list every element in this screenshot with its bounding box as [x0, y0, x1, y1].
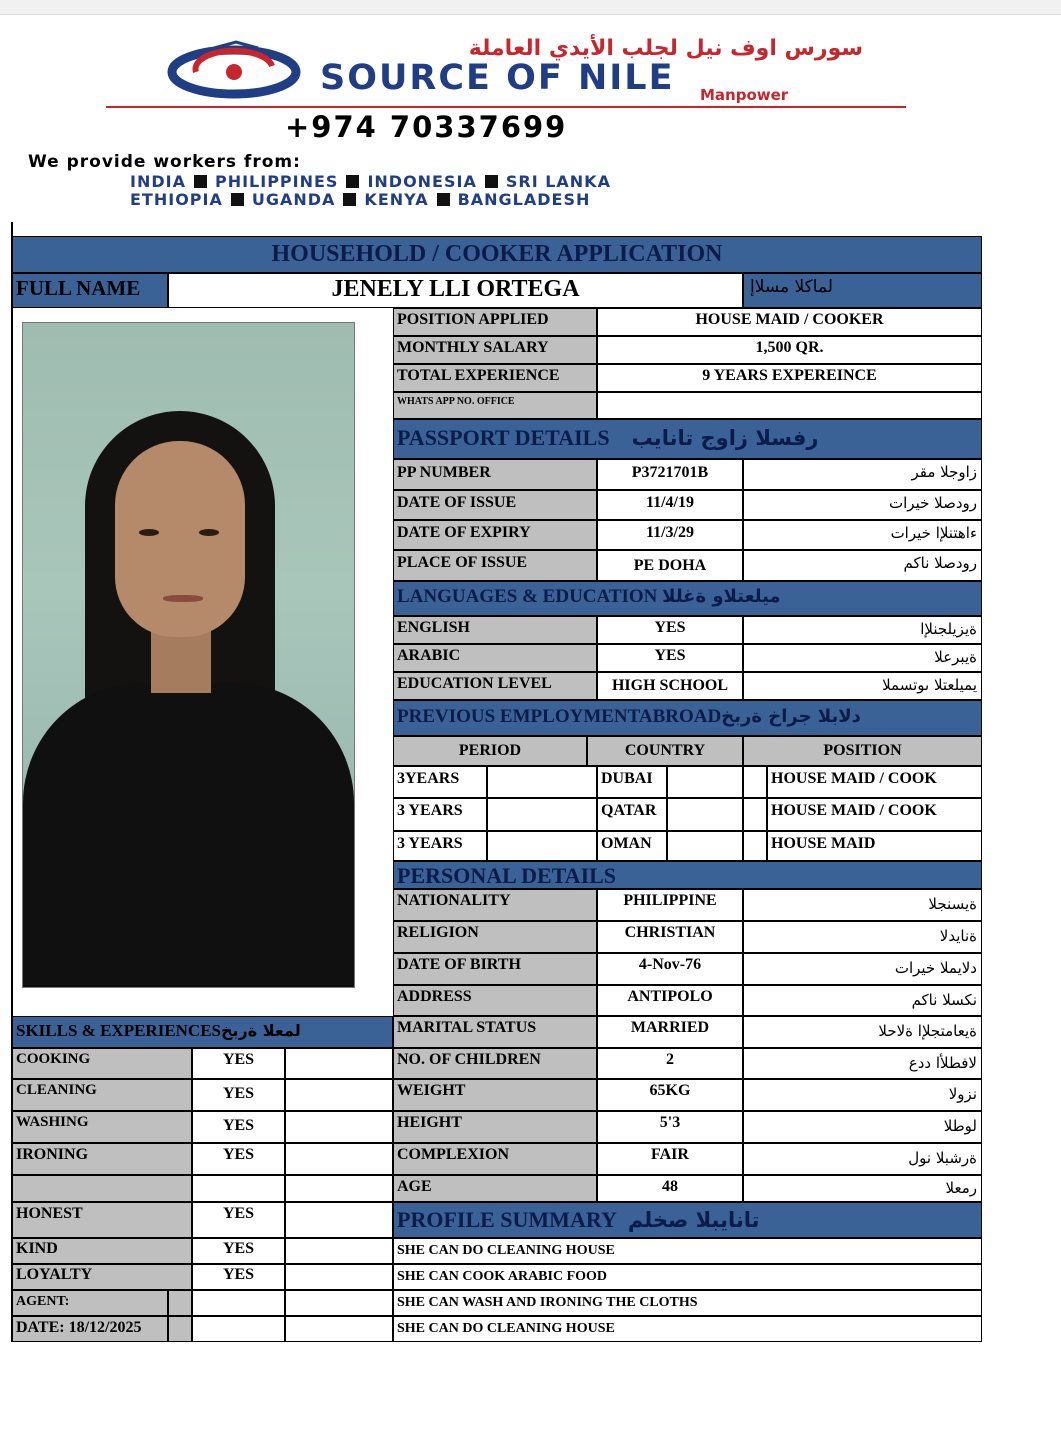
- nationality-value: PHILIPPINE: [597, 889, 743, 921]
- country: INDIA: [130, 172, 186, 191]
- skill-label: COOKING: [12, 1048, 192, 1079]
- company-logo: [166, 40, 302, 100]
- square-bullet-icon: [343, 193, 356, 206]
- employment-blank-cell: [487, 766, 597, 798]
- employment-country: DUBAI: [597, 766, 667, 798]
- children-arabic: لافطلأا ددع: [743, 1048, 982, 1079]
- phone-number: +974 70337699: [285, 110, 568, 144]
- profile-line: SHE CAN WASH AND IRONING THE CLOTHS: [393, 1290, 982, 1316]
- age-value: 48: [597, 1175, 743, 1202]
- weight-arabic: نزولا: [743, 1079, 982, 1111]
- position-label: POSITION APPLIED: [393, 308, 597, 336]
- employment-period: 3YEARS: [393, 766, 487, 798]
- passport-title-arabic: رفسلا زاوج تانايب: [631, 426, 819, 450]
- form-title: HOUSEHOLD / COOKER APPLICATION: [12, 236, 982, 273]
- skill-label: LOYALTY: [12, 1264, 192, 1290]
- skill-blank-cell: [285, 1111, 393, 1143]
- profile-title-arabic: تانايبلا صخلم: [627, 1208, 760, 1232]
- country: SRI LANKA: [505, 172, 611, 191]
- skill-label: HONEST: [12, 1202, 192, 1238]
- employment-position: HOUSE MAID / COOK: [767, 766, 982, 798]
- skill-value: YES: [192, 1143, 285, 1175]
- english-label: ENGLISH: [393, 616, 597, 644]
- languages-title-arabic: ميلعتلاو ةغللا: [662, 586, 781, 607]
- square-bullet-icon: [194, 175, 207, 188]
- employment-blank-cell: [743, 831, 767, 861]
- languages-section-header: [393, 581, 982, 616]
- dob-arabic: دلايملا خيرات: [743, 953, 982, 985]
- dob-value: 4-Nov-76: [597, 953, 743, 985]
- education-value: HIGH SCHOOL: [597, 672, 743, 700]
- whatsapp-label: WHATS APP NO. OFFICE: [393, 392, 597, 419]
- children-value: 2: [597, 1048, 743, 1079]
- experience-label: TOTAL EXPERIENCE: [393, 364, 597, 392]
- address-label: ADDRESS: [393, 985, 597, 1016]
- skill-value: YES: [192, 1111, 285, 1143]
- brand-subtitle: Manpower: [700, 86, 789, 104]
- full-name-arabic: لماكلا مسلاإ: [743, 273, 982, 308]
- employment-period: 3 YEARS: [393, 798, 487, 831]
- agent-blank-cell: [285, 1290, 393, 1316]
- marital-status-label: MARITAL STATUS: [393, 1016, 597, 1048]
- browser-top-strip: [0, 0, 1061, 15]
- period-header: PERIOD: [393, 736, 587, 766]
- employment-blank-cell: [743, 798, 767, 831]
- english-arabic: ةيزيلجنلإا: [743, 616, 982, 644]
- height-value: 5'3: [597, 1111, 743, 1143]
- skill-value: YES: [192, 1238, 285, 1264]
- date-of-issue-arabic: رودصلا خيرات: [743, 490, 982, 520]
- address-arabic: نكسلا ناكم: [743, 985, 982, 1016]
- profile-section-header: [393, 1202, 982, 1238]
- pp-number-label: PP NUMBER: [393, 459, 597, 490]
- passport-section-header: [393, 419, 982, 459]
- date-value: [192, 1316, 285, 1342]
- employment-blank-cell: [487, 798, 597, 831]
- skill-label: [12, 1175, 192, 1202]
- arabic-value: YES: [597, 644, 743, 672]
- height-label: HEIGHT: [393, 1111, 597, 1143]
- square-bullet-icon: [231, 193, 244, 206]
- skill-value: YES: [192, 1202, 285, 1238]
- country: KENYA: [364, 190, 429, 209]
- employment-title-arabic: دلابلا جراخ ةربخ: [721, 706, 861, 727]
- employment-blank-cell: [667, 831, 743, 861]
- skill-value: YES: [192, 1048, 285, 1079]
- countries-row-2: [130, 190, 890, 209]
- profile-line: SHE CAN DO CLEANING HOUSE: [393, 1238, 982, 1264]
- skills-section-header: [12, 1016, 393, 1048]
- skill-value: YES: [192, 1264, 285, 1290]
- skill-blank-cell: [285, 1048, 393, 1079]
- age-arabic: رمعلا: [743, 1175, 982, 1202]
- address-value: ANTIPOLO: [597, 985, 743, 1016]
- date-of-issue-label: DATE OF ISSUE: [393, 490, 597, 520]
- date-spacer: [168, 1316, 192, 1342]
- header-divider: [106, 106, 906, 108]
- brand-english: SOURCE OF NILE: [320, 58, 675, 98]
- salary-label: MONTHLY SALARY: [393, 336, 597, 364]
- place-of-issue-label: PLACE OF ISSUE: [393, 550, 597, 581]
- arabic-label: ARABIC: [393, 644, 597, 672]
- pp-number-value: P3721701B: [597, 459, 743, 490]
- whatsapp-value: [597, 392, 982, 419]
- profile-title: PROFILE SUMMARY: [397, 1207, 617, 1232]
- height-arabic: لوطلا: [743, 1111, 982, 1143]
- education-label: EDUCATION LEVEL: [393, 672, 597, 700]
- agent-value: [192, 1290, 285, 1316]
- marital-status-arabic: ةيعامتجلإا ةلاحلا: [743, 1016, 982, 1048]
- position-value: HOUSE MAID / COOKER: [597, 308, 982, 336]
- employment-blank-cell: [667, 766, 743, 798]
- date-of-issue-value: 11/4/19: [597, 490, 743, 520]
- english-value: YES: [597, 616, 743, 644]
- dob-label: DATE OF BIRTH: [393, 953, 597, 985]
- applicant-photo: [22, 322, 355, 988]
- languages-title: LANGUAGES & EDUCATION: [397, 586, 658, 607]
- nationality-arabic: ةيسنجلا: [743, 889, 982, 921]
- skills-title: SKILLS & EXPERIENCES: [16, 1021, 222, 1040]
- employment-section-header: [393, 700, 982, 736]
- salary-value: 1,500 QR.: [597, 336, 982, 364]
- position-header: POSITION: [743, 736, 982, 766]
- complexion-value: FAIR: [597, 1143, 743, 1175]
- date-blank-cell: [285, 1316, 393, 1342]
- date-label: DATE: 18/12/2025: [12, 1316, 168, 1342]
- skill-label: IRONING: [12, 1143, 192, 1175]
- profile-line: SHE CAN COOK ARABIC FOOD: [393, 1264, 982, 1290]
- country: BANGLADESH: [457, 190, 591, 209]
- complexion-label: COMPLEXION: [393, 1143, 597, 1175]
- marital-status-value: MARRIED: [597, 1016, 743, 1048]
- skill-blank-cell: [285, 1079, 393, 1111]
- religion-label: RELIGION: [393, 921, 597, 953]
- date-of-expiry-value: 11/3/29: [597, 520, 743, 550]
- full-name-label: FULL NAME: [12, 273, 168, 308]
- experience-value: 9 YEARS EXPEREINCE: [597, 364, 982, 392]
- country: ETHIOPIA: [130, 190, 223, 209]
- place-of-issue-value: PE DOHA: [597, 550, 743, 581]
- nationality-label: NATIONALITY: [393, 889, 597, 921]
- children-label: NO. OF CHILDREN: [393, 1048, 597, 1079]
- employment-blank-cell: [667, 798, 743, 831]
- skill-label: WASHING: [12, 1111, 192, 1143]
- date-of-expiry-label: DATE OF EXPIRY: [393, 520, 597, 550]
- religion-value: CHRISTIAN: [597, 921, 743, 953]
- arabic-arabic: ةيبرعلا: [743, 644, 982, 672]
- agent-label: AGENT:: [12, 1290, 168, 1316]
- skill-label: CLEANING: [12, 1079, 192, 1111]
- age-label: AGE: [393, 1175, 597, 1202]
- square-bullet-icon: [346, 175, 359, 188]
- skill-blank-cell: [285, 1143, 393, 1175]
- country: UGANDA: [251, 190, 336, 209]
- skills-title-arabic: لمعلا ةربخ: [221, 1021, 301, 1040]
- weight-value: 65KG: [597, 1079, 743, 1111]
- employment-period: 3 YEARS: [393, 831, 487, 861]
- complexion-arabic: ةرشبلا نول: [743, 1143, 982, 1175]
- profile-line: SHE CAN DO CLEANING HOUSE: [393, 1316, 982, 1342]
- pp-number-arabic: زاوجلا مقر: [743, 459, 982, 490]
- square-bullet-icon: [485, 175, 498, 188]
- employment-position: HOUSE MAID / COOK: [767, 798, 982, 831]
- full-name-value: JENELY LLI ORTEGA: [168, 273, 743, 308]
- skill-blank-cell: [285, 1175, 393, 1202]
- education-arabic: يميلعتلا ىوتسملا: [743, 672, 982, 700]
- skill-label: KIND: [12, 1238, 192, 1264]
- square-bullet-icon: [437, 193, 450, 206]
- skill-blank-cell: [285, 1202, 393, 1238]
- countries-row-1: [130, 172, 890, 191]
- skill-value: YES: [192, 1079, 285, 1111]
- employment-position: HOUSE MAID: [767, 831, 982, 861]
- place-of-issue-arabic: رودصلا ناكم: [743, 550, 982, 581]
- employment-title: PREVIOUS EMPLOYMENTABROAD: [397, 706, 722, 727]
- employment-country: OMAN: [597, 831, 667, 861]
- skill-blank-cell: [285, 1264, 393, 1290]
- employment-blank-cell: [743, 766, 767, 798]
- skill-blank-cell: [285, 1238, 393, 1264]
- religion-arabic: ةنايدلا: [743, 921, 982, 953]
- country: INDONESIA: [367, 172, 477, 191]
- weight-label: WEIGHT: [393, 1079, 597, 1111]
- provide-text: We provide workers from:: [28, 152, 301, 172]
- personal-section-header: PERSONAL DETAILS: [393, 861, 982, 889]
- agent-spacer: [168, 1290, 192, 1316]
- skill-value: [192, 1175, 285, 1202]
- date-of-expiry-arabic: ءاهتنلإا خيرات: [743, 520, 982, 550]
- country-header: COUNTRY: [587, 736, 743, 766]
- passport-title: PASSPORT DETAILS: [397, 425, 610, 450]
- employment-country: QATAR: [597, 798, 667, 831]
- country: PHILIPPINES: [214, 172, 339, 191]
- employment-blank-cell: [487, 831, 597, 861]
- brand-arabic: سورس اوف نيل لجلب الأيدي العاملة: [468, 36, 863, 61]
